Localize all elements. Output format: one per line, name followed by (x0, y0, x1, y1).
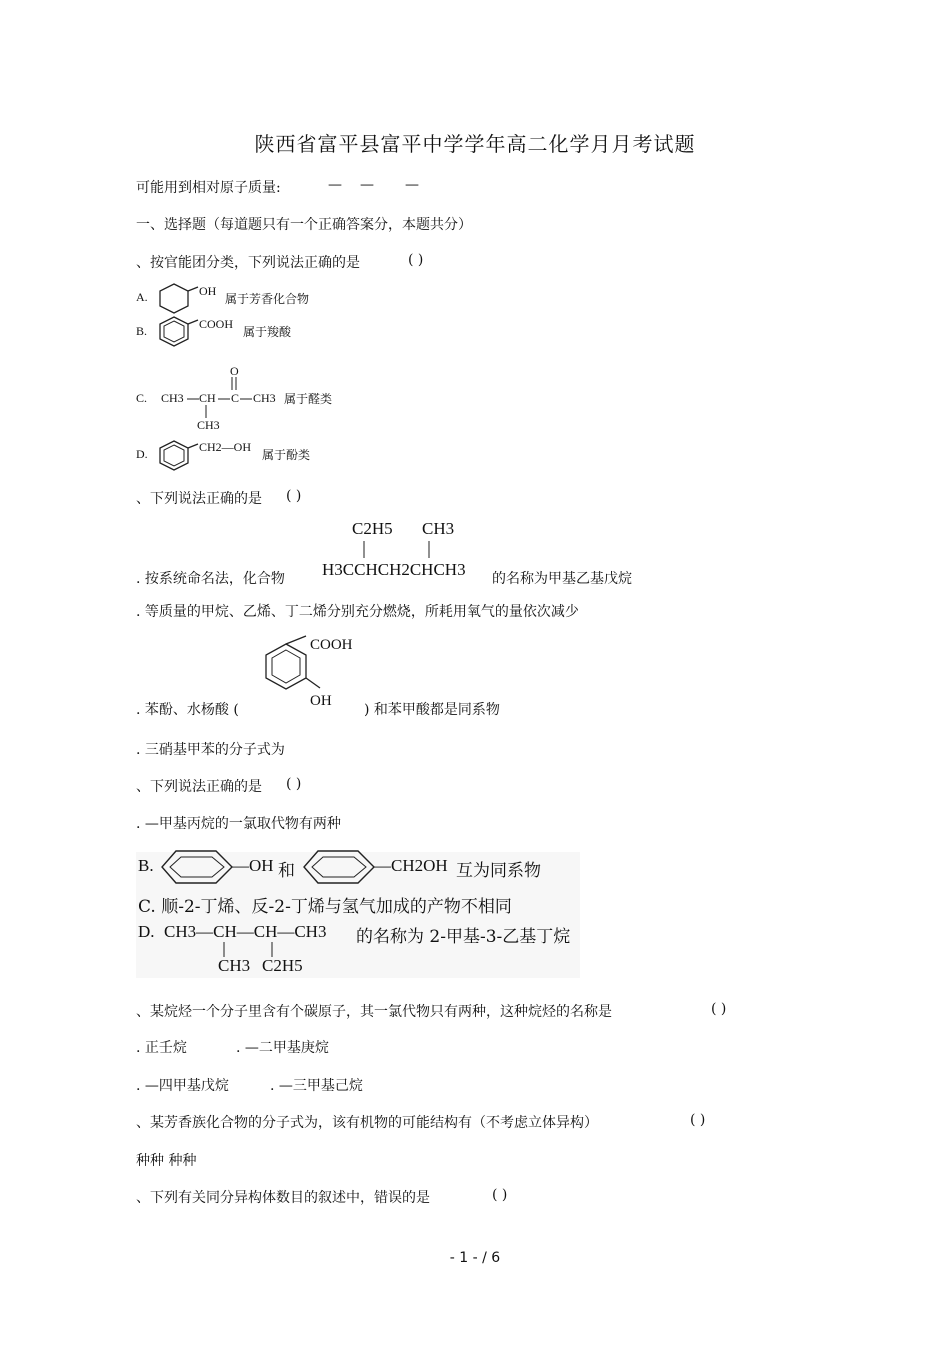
q2-c-cooh: COOH (310, 637, 353, 653)
q3-b-desc: 互为同系物 (456, 861, 541, 881)
q3-paren: ( ) (286, 776, 302, 792)
q3-c-line: C. 顺-2-丁烯、反-2-丁烯与氢气加成的产物不相同 (138, 897, 512, 917)
section-heading: 一、选择题（每道题只有一个正确答案分，本题共分） (136, 217, 472, 233)
q1-a-desc: 属于芳香化合物 (225, 292, 310, 306)
q1-c-branch: CH3 (197, 418, 220, 432)
q3-d-branch-ethyl: C2H5 (262, 956, 303, 975)
q4-b: . —二甲基庚烷 (236, 1040, 329, 1056)
atomic-mass-dash-3: — (405, 177, 419, 193)
q1-d-letter: D. (136, 447, 148, 461)
q3-d-letter: D. (138, 922, 155, 941)
q1-c-ch3-left: CH3 (161, 391, 184, 405)
q3-b-oh: —OH (232, 856, 274, 875)
q3-stem: 、下列说法正确的是 (136, 779, 262, 795)
bond (187, 397, 199, 401)
q4-paren: ( ) (711, 1001, 727, 1017)
q2-a-top-methyl: CH3 (422, 519, 455, 538)
q2-a-top-ethyl: C2H5 (352, 519, 393, 538)
q5-stem: 、某芳香族化合物的分子式为，该有机物的可能结构有（不考虑立体异构） (136, 1115, 598, 1131)
branch-bond (204, 405, 208, 419)
q5-options: 种种 种种 (136, 1153, 197, 1169)
q2-stem: 、下列说法正确的是 (136, 491, 262, 507)
q1-stem: 、按官能团分类，下列说法正确的是 (136, 255, 360, 271)
q4-c: . —四甲基戊烷 (136, 1078, 229, 1094)
q1-c-oxygen: O (230, 364, 239, 378)
q2-a-suffix: 的名称为甲基乙基戊烷 (492, 571, 632, 587)
atomic-mass-label: 可能用到相对原子质量: (136, 180, 281, 196)
q1-paren: ( ) (408, 252, 424, 268)
q4-d: . —三甲基己烷 (270, 1078, 363, 1094)
cyclohexane-ring-icon (158, 282, 198, 316)
q1-c-ch3-right: CH3 (253, 391, 276, 405)
q6-paren: ( ) (492, 1187, 508, 1203)
q2-c-suffix: ) 和苯甲酸都是同系物 (364, 702, 500, 718)
q2-d: . 三硝基甲苯的分子式为 (136, 742, 285, 758)
benzene-ring-icon (162, 847, 238, 887)
bond (240, 397, 252, 401)
q3-d-formula: CH3—CH—CH—CH3 (164, 922, 327, 941)
q1-b-letter: B. (136, 324, 148, 338)
page-title: 陕西省富平县富平中学学年高二化学月月考试题 (254, 132, 696, 156)
q1-c-ch: CH (199, 391, 216, 405)
q5-paren: ( ) (690, 1112, 706, 1128)
q2-a-prefix: . 按系统命名法，化合物 (136, 571, 285, 587)
page-number: - 1 - / 6 (449, 1250, 501, 1266)
q6-stem: 、下列有关同分异构体数目的叙述中，错误的是 (136, 1190, 430, 1206)
q2-paren: ( ) (286, 488, 302, 504)
q3-b-and: 和 (278, 861, 295, 881)
branch-bond (362, 541, 366, 559)
q4-stem: 、某烷烃一个分子里含有个碳原子，其一氯代物只有两种，这种烷烃的名称是 (136, 1004, 612, 1020)
q4-a: . 正壬烷 (136, 1040, 187, 1056)
q3-a: . —甲基丙烷的一氯取代物有两种 (136, 816, 341, 832)
q3-d-desc: 的名称为 2-甲基-3-乙基丁烷 (356, 927, 571, 947)
q1-a-letter: A. (136, 290, 148, 304)
benzene-ring-icon (304, 847, 380, 887)
q1-d-desc: 属于酚类 (262, 448, 311, 462)
benzene-ring-icon (158, 315, 198, 349)
q1-a-group: OH (199, 284, 217, 298)
q1-c-carbon: C (231, 391, 240, 405)
bond (218, 397, 230, 401)
q2-a-formula: H3CCHCH2CHCH3 (322, 560, 466, 579)
q2-c-prefix: . 苯酚、水杨酸 ( (136, 702, 239, 718)
q1-b-desc: 属于羧酸 (243, 325, 292, 339)
q1-d-group: CH2—OH (199, 440, 252, 454)
q3-b-ch2oh: —CH2OH (374, 856, 448, 875)
branch-bond (427, 541, 431, 559)
q1-b-group: COOH (199, 317, 234, 331)
q2-b: . 等质量的甲烷、乙烯、丁二烯分别充分燃烧，所耗用氧气的量依次减少 (136, 604, 579, 620)
q3-d-branch-methyl: CH3 (218, 956, 251, 975)
q2-c-oh: OH (310, 693, 332, 709)
atomic-mass-dash-1: — (328, 177, 342, 193)
atomic-mass-dash-2: — (360, 177, 374, 193)
benzene-ring-icon (158, 439, 198, 473)
carbonyl-double-bond (229, 377, 239, 391)
q1-c-desc: 属于醛类 (284, 392, 333, 406)
q1-c-letter: C. (136, 391, 148, 405)
q3-b-letter: B. (138, 856, 154, 875)
